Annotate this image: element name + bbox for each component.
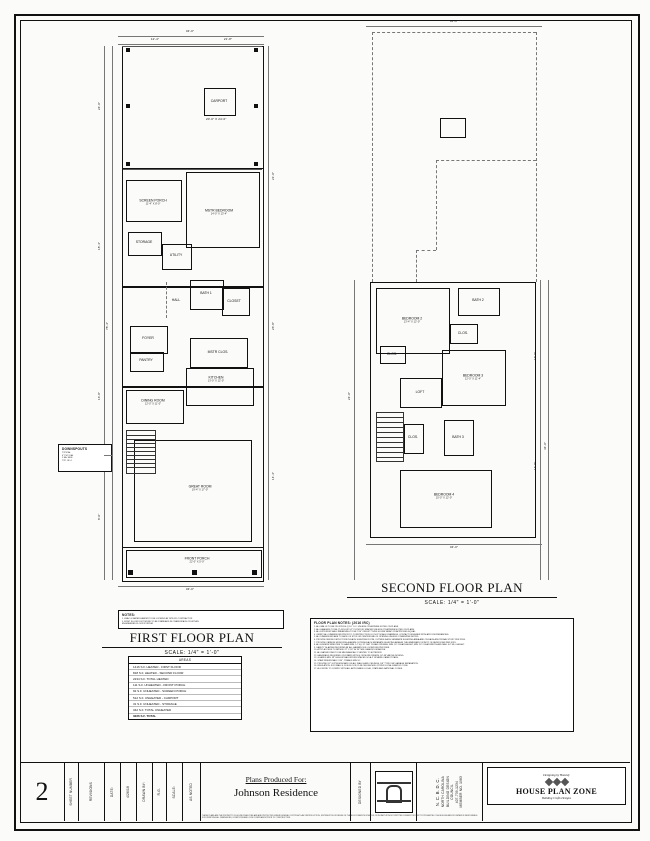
- date-value: 4/26/18: [126, 785, 131, 799]
- sheet-number: 2: [35, 777, 49, 806]
- room-label: GREAT ROOM 19'-4" X 17'-0": [188, 484, 212, 492]
- area-row: 818 S.F. HEATED - SECOND FLOOR: [129, 670, 241, 676]
- produced-for-label: Plans Produced For:: [245, 775, 307, 784]
- floor-plan-notes: [310, 618, 574, 732]
- area-row: 1416 S.F. HEATED - FIRST FLOOR: [129, 664, 241, 670]
- room-label: MSTR CLOS.: [207, 349, 229, 354]
- floor-plan-note: 16. INSULATION: R-13 WALLS, R-30 FLOOR, R-38 CEILING MIN. OR PER LOCAL ENERGY CODE.: [314, 665, 409, 668]
- room-label: CLOSET: [227, 298, 241, 303]
- room-label: UTILITY: [169, 252, 183, 257]
- drawn-by-label: DRAWN BY:: [142, 782, 147, 802]
- sheet-number-label: SHEET NUMBER: [69, 778, 74, 806]
- room-label: LOFT: [415, 389, 425, 394]
- room-label: MSTR BEDROOM 14'-0" X 13'-4": [204, 208, 234, 216]
- downspout-line-1: 4" PVC DIA.: [62, 454, 74, 457]
- room-label: CLOS.: [457, 330, 469, 335]
- downspout-title: DOWNSPOUTS: [62, 447, 88, 451]
- floor-plan-note: 3. ALL EXTERIOR WALL SHEATHING TO BE 7/16" OSB W/ TYVEK HOUSE WRAP OR APPROVED EQUAL.: [314, 631, 416, 634]
- logo-tagline-bottom: Building Crafts Designs: [541, 795, 571, 800]
- room-label: BATH 1: [200, 290, 212, 295]
- council-line-0: N. C. B. D. C.: [435, 777, 441, 807]
- revisions-label: REVISIONS: [89, 782, 94, 802]
- room-label: STORAGE: [135, 239, 153, 244]
- copyright-disclaimer: THESE PLANS ARE THE PROPERTY OF HOUSE PLAN ZONE AND ARE PROTECTED UNDER FEDERAL COPYRIGHT LAW. REPRODUCTION, DISTRIBUTION OR REUSE OF THESE DOCUMENTS IN WHOLE OR IN PART WITHOUT WRITTEN CONSENT IS STRICTLY PROHIBITED. THE BUILDER AND/OR OWNER IS RESPONSIBLE FOR VERIFYING ALL DIMENSIONS, CONDITIONS AND CODE COMPLIANCE PRIOR TO CONSTRUCTION.: [202, 814, 478, 819]
- scale-value: AS NOTED: [189, 783, 194, 801]
- area-row: 3226 S.F. TOTAL: [133, 714, 157, 719]
- room-label: CLOS.: [386, 351, 398, 356]
- room-label: CARPORT: [210, 98, 228, 103]
- first-floor-notes: [118, 610, 284, 629]
- floor-plan-note: 7. PROVIDE CARBON MONOXIDE ALARMS OUTSIDE EACH SEPARATE SLEEPING AREA IN THE IMMEDIATE VICINITY OF BEDROOMS PER R315.: [314, 641, 457, 644]
- council-line-1: NORTH CAROLINA: [441, 776, 446, 808]
- second-floor-title-text: SECOND FLOOR PLAN: [381, 580, 523, 595]
- room-label: BATH 3: [452, 434, 464, 439]
- scale-label: SCALE:: [172, 785, 177, 799]
- area-row: 92 S.F. UNHEATED - SCREEN PORCH: [129, 689, 241, 695]
- first-floor-title-text: FIRST FLOOR PLAN: [129, 630, 255, 645]
- first-floor-note-0: 1. HVAC & WATER HEATER TO BE LOCATED AT SITE BY CONTRACTOR.: [122, 618, 193, 620]
- architect-emblem-icon: [375, 771, 413, 813]
- council-line-5: MEMBER NO. 1983: [459, 776, 464, 808]
- first-floor-notes-title: NOTES:: [122, 613, 136, 617]
- client-name: Johnson Residence: [233, 787, 318, 799]
- floor-plan-note: 4. VERIFY ALL DIMENSIONS PRIOR TO CONSTRUCTION. DO NOT SCALE DRAWINGS. CONTACT DESIGNER WITH ANY DISCREPANCIES.: [314, 633, 449, 636]
- floor-plan-note: 9. SAFETY GLAZING REQUIRED AT ALL HAZARDOUS LOCATIONS PER R308.: [314, 646, 390, 649]
- area-row: 342 S.F. TOTAL UNHEATED: [129, 707, 241, 713]
- first-floor-plan-title: [102, 630, 282, 656]
- designed-by-label: DESIGNED BY: [358, 780, 363, 804]
- room-label: BATH 2: [472, 297, 484, 302]
- room-label: SCREEN PORCH 11'-4" X 8'-0": [139, 198, 167, 206]
- room-label: FOYER: [142, 335, 154, 340]
- floor-plan-note: 6. PROVIDE SMOKE DETECTORS IN EACH SLEEPING ROOM, OUTSIDE EACH SEPARATE SLEEPING AREA AND ON EACH ADDITIONAL STORY PER R314.: [314, 639, 466, 642]
- diamond-ornament-icon: [546, 779, 568, 785]
- house-plan-zone-logo: [487, 767, 626, 805]
- floor-plan-note: 5. ALL DIMENSIONS ARE TO FACE OF STUD OR CENTERLINE OF OPENING UNLESS OTHERWISE NOTED.: [314, 636, 419, 639]
- logo-name: HOUSE PLAN ZONE: [516, 786, 597, 796]
- second-floor-scale-text: SCALE: 1/4" = 1'-0": [424, 600, 480, 606]
- floor-plan-note: 13. GUARDS MIN. 36" HIGH W/ BALUSTERS SPACED SO A 4" SPHERE CANNOT PASS.: [314, 657, 399, 660]
- second-floor-plan-title: [347, 580, 557, 606]
- date-label: DATE:: [110, 786, 115, 798]
- downspout-line-3: TYP. OF 4: [62, 459, 72, 462]
- logo-tagline-top: Designing by Honesty: [543, 772, 570, 777]
- area-row: 111 S.F. UNHEATED - FRONT PORCH: [129, 683, 241, 689]
- floor-plan-note: 15. PROVIDE 1/2" GYPSUM BOARD ON ALL WALLS AND CEILINGS, 5/8" TYPE X AT GARAGE SEPARATION.: [314, 662, 419, 665]
- floor-plan-note: 14. STAIR RISERS MAX 7-3/4", TREADS MIN 10".: [314, 659, 362, 662]
- council-line-4: 407-739-1234: [454, 780, 459, 804]
- drawing-sheet: 34'-0" 12'-4" 21'-8" 24'-0" 18'-4" 16'-8" 8'-0" 78'-4" 21'-0" 26'-8" 14'-4" CARPORT 20'-0" X 24'-0" SCREEN PORCH 11'-4" X 8'-0" MSTR BEDROOM 14'-0" X 13'-4" STORAGE UTILITY BATH 1 CLOSET HALL FOYER MSTR CLOS. PANTRY KITCHEN 13'-0" X 12'-0" DINING ROOM 12'-0" X 11'-0" GREAT ROOM 19'-4" X 17'-0" FRONT PORCH 22'-0" X 5'-0" 34'-0" DOWNSPOUTS TYPICAL 4" PVC DIA. 1 EA. SIDE TYP. OF 4 NOTES: 1. HVAC & WATER HEATER TO BE LOCATED AT SITE BY CONTRACTOR. 2. FIRST FLOOR DUCTWORK TO BE STANDARD IN CRAWLSPACE OR WITHIN ENGINEERED FLOOR SYSTEM. FIRST FLOOR PLAN SCALE: 1/4" = 1'-0" AREAS 1416 S.F. HEATED - FIRST FLOOR 818 S.F. HEATED - SECOND FLOOR 2234 S.F. TOTAL HEATED 111 S.F. UNHEATED - FRONT PORCH 92 S.F. UNHEATED - SCREEN PORCH 512 S.F. UNHEATED - CARPORT 31 S.F. UNHEATED - STORAGE 342 S.F. TOTAL UNHEATED 3226 S.F. TOTAL 34'-0" 16'-0" 14'-8" 44'-0" 24'-0" BEDROOM 2 13'-4" X 12'-0" BATH 2 CLOS. CLOS. BEDROOM 3 12'-0" X 11'-4" LOFT CLOS. BATH 3 BEDROOM 4 15'-0" X 12'-0" 34'-0" SECOND FLOOR PLAN SCALE: 1/4" = 1'-0" FLOOR PLAN NOTES: (2016 IRC) 1. ALL WALLS TO BE 2X4 STUDS @ 16" O.C. UNLESS OTHERWISE NOTED ON PLANS. 2. ALL HEADERS TO BE (2) 2X10 W/ 1/2" PLYWOOD SPACER UNLESS OTHERWISE NOTED ON PLANS. 3. ALL EXTERIOR WALL SHEATHING TO BE 7/16" OSB W/ TYVEK HOUSE WRAP OR APPROVED EQUAL. 4. VERIFY ALL DIMENSIONS PRIOR TO CONSTRUCTION. DO NOT SCALE DRAWINGS. CONTACT DESIGNER WITH ANY DISCREPANCIES. 5. ALL DIMENSIONS ARE TO FACE OF STUD OR CENTERLINE OF OPENING UNLESS OTHERWISE NOTED. 6. PROVIDE SMOKE DETECTORS IN EACH SLEEPING ROOM, OUTSIDE EACH SEPARATE SLEEPING AREA AND ON EACH ADDITIONAL STORY PER R314. 7. PROVIDE CARBON MONOXIDE ALARMS OUTSIDE EACH SEPARATE SLEEPING AREA IN THE IMMEDIATE VICINITY OF BEDROOMS PER R315. 8. ALL EGRESS WINDOWS TO HAVE MIN. 5.7 SQ. FT. NET CLEAR OPENING, MIN. 24" CLEAR HEIGHT, MIN. 20" CLEAR WIDTH AND MAX. 44" SILL HEIGHT. 9. SAFETY GLAZING REQUIRED AT ALL HAZARDOUS LOCATIONS PER R308. 10. ATTIC ACCESS TO BE MIN. 22" X 30" W/ 30" MIN. HEADROOM ABOVE. 11. ALL BATHROOMS TO BE MECHANICALLY VENTED TO EXTERIOR. 12. HANDRAILS REQUIRED ON STAIRS WITH 4 OR MORE RISERS, 34"-38" ABOVE NOSING. 13. GUARDS MIN. 36" HIGH W/ BALUSTERS SPACED SO A 4" SPHERE CANNOT PASS. 14. STAIR RISERS MAX 7-3/4", TREADS MIN 10". 15. PROVIDE 1/2" GYPSUM BOARD ON ALL WALLS AND CEILINGS, 5/8" TYPE X AT GARAGE SEPARATION. 16. INSULATION: R-13 WALLS, R-30 FLOOR, R-38 CEILING MIN. OR PER LOCAL ENERGY CODE. 17. ALL WORK TO COMPLY WITH ALL APPLICABLE LOCAL, STATE AND NATIONAL CODES. 2 SHEET NUMBER REVISIONS DATE: 4/26/18 DRAWN BY: R.G. SCALE: AS NOTED Plans Produced For: Johnson Residence DESIGNED BY N. C. B. D. C. NORTH CAROLINA BUILDING DESIGN COUNCIL 407-739-1234 MEMBER NO. 1983 Designing by Honesty HOUSE PLAN ZONE Building Crafts Designs THESE PLANS ARE THE PROPERTY OF HOUSE PLAN ZONE AND ARE PROTECTED UNDER FEDERAL COPYRIGHT LAW. REPRODUCTION, DISTRIBUTION OR REUSE OF THESE DOCUMENTS IN WHOLE OR IN PART WITHOUT WRITTEN CONSENT IS STRICTLY PROHIBITED. THE BUILDER AND/OR OWNER IS RESPONSIBLE FOR VERIFYING ALL DIMENSIONS, CONDITIONS AND CODE COMPLIANCE PRIOR TO CONSTRUCTION.: [0, 0, 650, 841]
- area-table-header: AREAS: [129, 657, 241, 664]
- floor-plan-note: 17. ALL WORK TO COMPLY WITH ALL APPLICABLE LOCAL, STATE AND NATIONAL CODES.: [314, 667, 403, 670]
- title-block: [20, 762, 630, 821]
- produced-for-block: [201, 775, 351, 799]
- first-floor-note-1: 2. FIRST FLOOR DUCTWORK TO BE STANDARD IN CRAWLSPACE OR WITHIN: [122, 620, 199, 623]
- room-label: PANTRY: [139, 357, 153, 362]
- room-label: BEDROOM 2 13'-4" X 12'-0": [401, 316, 423, 324]
- floor-plan-note: 1. ALL WALLS TO BE 2X4 STUDS @ 16" O.C. UNLESS OTHERWISE NOTED ON PLANS.: [314, 626, 399, 628]
- council-line-3: COUNCIL: [450, 784, 455, 800]
- downspout-callout: [58, 444, 112, 472]
- area-row: 31 S.F. UNHEATED - STORAGE: [129, 701, 241, 707]
- room-label: FRONT PORCH 22'-0" X 5'-0": [184, 556, 210, 564]
- floor-plan-note: 11. ALL BATHROOMS TO BE MECHANICALLY VENTED TO EXTERIOR.: [314, 652, 383, 655]
- area-row: 2234 S.F. TOTAL HEATED: [129, 676, 241, 682]
- room-label: CLOS.: [407, 434, 419, 439]
- floor-plan-note: 2. ALL HEADERS TO BE (2) 2X10 W/ 1/2" PLYWOOD SPACER UNLESS OTHERWISE NOTED ON PLANS.: [314, 628, 415, 631]
- first-floor-note-2: ENGINEERED FLOOR SYSTEM.: [122, 623, 154, 626]
- room-label: BEDROOM 4 15'-0" X 12'-0": [433, 492, 455, 500]
- room-label: DINING ROOM 12'-0" X 11'-0": [141, 398, 165, 406]
- downspout-line-2: 1 EA. SIDE: [62, 457, 73, 460]
- council-line-2: BUILDING DESIGN: [445, 776, 450, 808]
- floor-plan-note: 8. ALL EGRESS WINDOWS TO HAVE MIN. 5.7 SQ. FT. NET CLEAR OPENING, MIN. 24" CLEAR HEIGHT, MIN. 20" CLEAR WIDTH AND MAX. 44" SILL HEIGHT.: [314, 644, 465, 647]
- drawn-by-value: R.G.: [157, 788, 162, 796]
- room-label: HALL: [171, 297, 181, 302]
- floor-plan-note: 12. HANDRAILS REQUIRED ON STAIRS WITH 4 OR MORE RISERS, 34"-38" ABOVE NOSING.: [314, 654, 404, 657]
- first-floor-scale-text: SCALE: 1/4" = 1'-0": [164, 650, 220, 656]
- room-label: KITCHEN 13'-0" X 12'-0": [207, 375, 225, 383]
- area-row: 512 S.F. UNHEATED - CARPORT: [129, 695, 241, 701]
- downspout-line-0: TYPICAL: [62, 452, 71, 454]
- area-table: [128, 656, 242, 720]
- floor-plan-notes-title: FLOOR PLAN NOTES: (2016 IRC): [314, 621, 370, 625]
- room-label: BEDROOM 3 12'-0" X 11'-4": [462, 373, 484, 381]
- floor-plan-note: 10. ATTIC ACCESS TO BE MIN. 22" X 30" W/ 30" MIN. HEADROOM ABOVE.: [314, 649, 386, 652]
